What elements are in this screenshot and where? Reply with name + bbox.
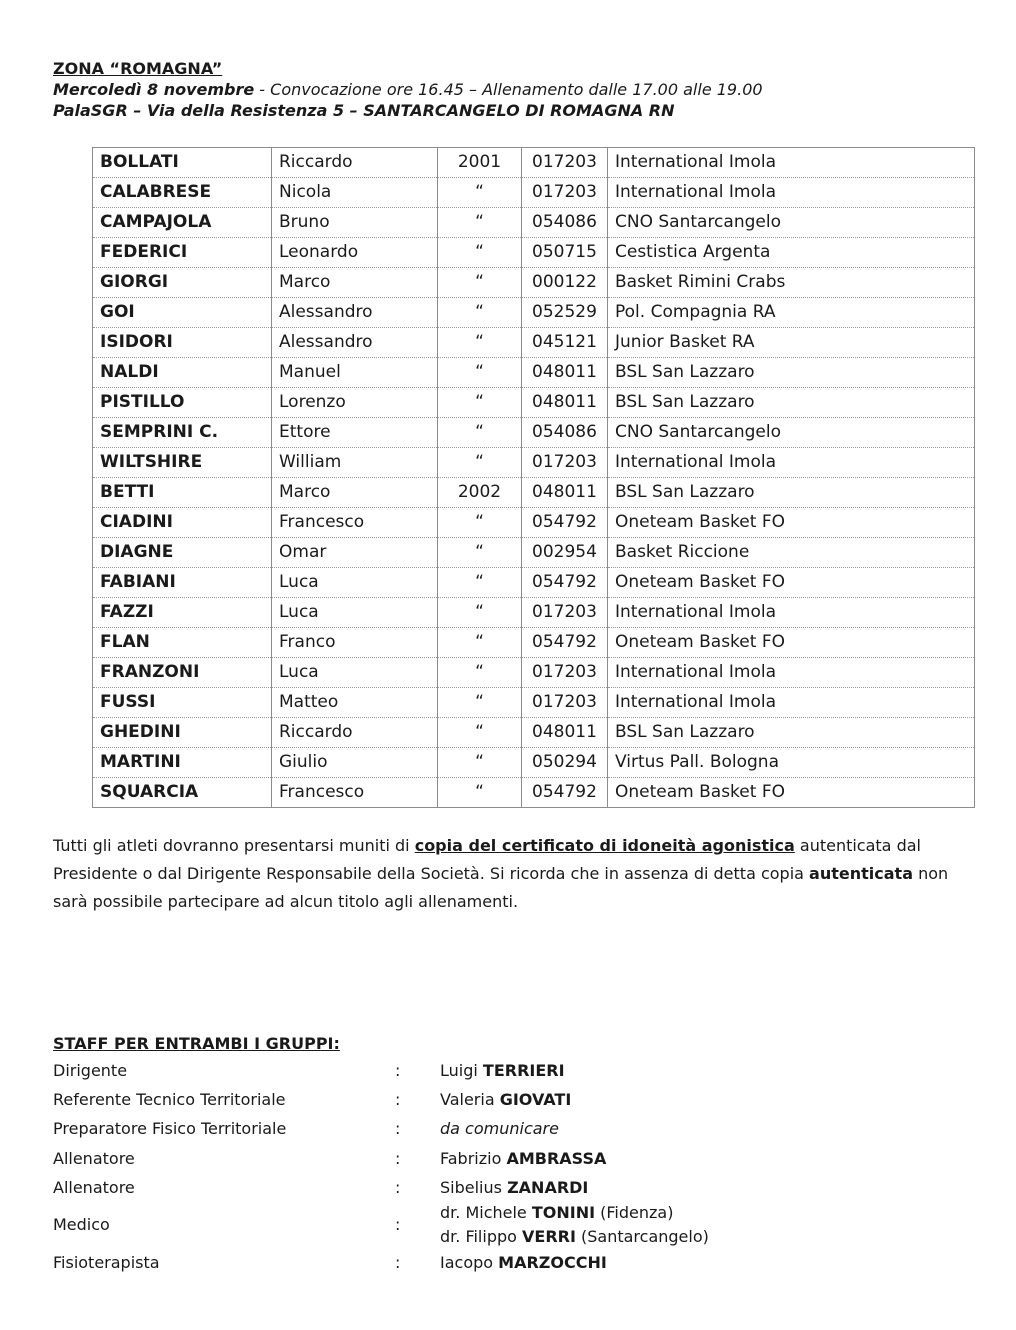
club-code: 050294 bbox=[522, 748, 608, 778]
club-name: BSL San Lazzaro bbox=[608, 478, 975, 508]
player-surname: FABIANI bbox=[93, 568, 272, 598]
notice-text-3: non sarà possibile partecipare ad alcun titolo agli allenamenti. bbox=[53, 864, 949, 911]
staff-role: Fisioterapista bbox=[53, 1253, 160, 1272]
player-birth-year: “ bbox=[438, 298, 522, 328]
player-birth-year: “ bbox=[438, 628, 522, 658]
player-name: Luca bbox=[272, 598, 438, 628]
staff-person bbox=[440, 1147, 606, 1171]
player-birth-year: “ bbox=[438, 718, 522, 748]
staff-colon: : bbox=[395, 1149, 401, 1168]
staff-last-name: ZANARDI bbox=[507, 1178, 589, 1197]
staff-person-line bbox=[440, 1147, 606, 1171]
club-name: Oneteam Basket FO bbox=[608, 628, 975, 658]
staff-person bbox=[440, 1251, 607, 1275]
player-name: William bbox=[272, 448, 438, 478]
club-code: 017203 bbox=[522, 598, 608, 628]
table-row bbox=[93, 658, 975, 688]
player-surname: NALDI bbox=[93, 358, 272, 388]
table-row bbox=[93, 508, 975, 538]
club-name: CNO Santarcangelo bbox=[608, 208, 975, 238]
table-row bbox=[93, 148, 975, 178]
schedule-line bbox=[53, 79, 993, 100]
staff-first-name: dr. Michele bbox=[440, 1203, 532, 1222]
player-name: Leonardo bbox=[272, 238, 438, 268]
notice-text-1: Tutti gli atleti dovranno presentarsi muniti di bbox=[53, 836, 415, 855]
staff-person-line bbox=[440, 1176, 588, 1200]
table-row bbox=[93, 208, 975, 238]
club-name: International Imola bbox=[608, 148, 975, 178]
player-birth-year: “ bbox=[438, 748, 522, 778]
staff-first-name: Valeria bbox=[440, 1090, 500, 1109]
club-code: 017203 bbox=[522, 148, 608, 178]
player-surname: SQUARCIA bbox=[93, 778, 272, 808]
staff-person bbox=[440, 1088, 571, 1112]
club-name: International Imola bbox=[608, 658, 975, 688]
club-name: International Imola bbox=[608, 688, 975, 718]
club-code: 017203 bbox=[522, 178, 608, 208]
table-row bbox=[93, 448, 975, 478]
club-code: 048011 bbox=[522, 388, 608, 418]
zone-title: ZONA “ROMAGNA” bbox=[53, 59, 223, 78]
player-name: Manuel bbox=[272, 358, 438, 388]
staff-person-line bbox=[440, 1251, 607, 1275]
staff-last-name: MARZOCCHI bbox=[498, 1253, 607, 1272]
staff-colon: : bbox=[395, 1090, 401, 1109]
staff-first-name: Sibelius bbox=[440, 1178, 508, 1197]
venue-line: PalaSGR – Via della Resistenza 5 – SANTARCANGELO DI ROMAGNA RN bbox=[53, 101, 675, 120]
player-name: Marco bbox=[272, 268, 438, 298]
player-birth-year: “ bbox=[438, 508, 522, 538]
player-name: Riccardo bbox=[272, 148, 438, 178]
staff-last-name: AMBRASSA bbox=[506, 1149, 607, 1168]
staff-person bbox=[440, 1201, 709, 1249]
player-surname: FUSSI bbox=[93, 688, 272, 718]
staff-role: Allenatore bbox=[53, 1149, 135, 1168]
player-birth-year: “ bbox=[438, 778, 522, 808]
table-row bbox=[93, 178, 975, 208]
staff-last-name: GIOVATI bbox=[499, 1090, 572, 1109]
staff-colon: : bbox=[395, 1215, 401, 1234]
staff-person bbox=[440, 1059, 565, 1083]
table-row bbox=[93, 778, 975, 808]
player-birth-year: “ bbox=[438, 268, 522, 298]
player-name: Bruno bbox=[272, 208, 438, 238]
club-code: 045121 bbox=[522, 328, 608, 358]
player-birth-year: “ bbox=[438, 538, 522, 568]
player-surname: DIAGNE bbox=[93, 538, 272, 568]
staff-colon: : bbox=[395, 1253, 401, 1272]
table-row bbox=[93, 358, 975, 388]
table-row bbox=[93, 478, 975, 508]
player-name: Lorenzo bbox=[272, 388, 438, 418]
club-code: 054792 bbox=[522, 628, 608, 658]
table-row bbox=[93, 298, 975, 328]
player-birth-year: “ bbox=[438, 448, 522, 478]
club-code: 017203 bbox=[522, 448, 608, 478]
table-row bbox=[93, 718, 975, 748]
player-birth-year: “ bbox=[438, 208, 522, 238]
club-name: BSL San Lazzaro bbox=[608, 718, 975, 748]
staff-row bbox=[53, 1201, 953, 1249]
certificate-notice bbox=[53, 832, 983, 916]
player-name: Giulio bbox=[272, 748, 438, 778]
player-surname: GIORGI bbox=[93, 268, 272, 298]
staff-last-name: TERRIERI bbox=[482, 1061, 565, 1080]
staff-role: Dirigente bbox=[53, 1061, 128, 1080]
staff-role: Medico bbox=[53, 1215, 110, 1234]
player-birth-year: “ bbox=[438, 688, 522, 718]
staff-first-name: dr. Filippo bbox=[440, 1227, 522, 1246]
player-birth-year: “ bbox=[438, 328, 522, 358]
club-code: 017203 bbox=[522, 658, 608, 688]
table-row bbox=[93, 748, 975, 778]
club-code: 048011 bbox=[522, 718, 608, 748]
staff-colon: : bbox=[395, 1119, 401, 1138]
player-surname: WILTSHIRE bbox=[93, 448, 272, 478]
player-name: Matteo bbox=[272, 688, 438, 718]
club-name: BSL San Lazzaro bbox=[608, 388, 975, 418]
player-surname: BETTI bbox=[93, 478, 272, 508]
staff-colon: : bbox=[395, 1061, 401, 1080]
table-row bbox=[93, 598, 975, 628]
player-surname: MARTINI bbox=[93, 748, 272, 778]
club-code: 054086 bbox=[522, 418, 608, 448]
player-table bbox=[92, 147, 975, 808]
player-name: Riccardo bbox=[272, 718, 438, 748]
player-birth-year: “ bbox=[438, 178, 522, 208]
player-name: Francesco bbox=[272, 778, 438, 808]
player-surname: SEMPRINI C. bbox=[93, 418, 272, 448]
club-code: 000122 bbox=[522, 268, 608, 298]
player-name: Alessandro bbox=[272, 298, 438, 328]
document-header bbox=[53, 58, 993, 121]
player-surname: CALABRESE bbox=[93, 178, 272, 208]
player-birth-year: “ bbox=[438, 358, 522, 388]
notice-certificate-emphasis: copia del certificato di idoneità agonistica bbox=[414, 836, 795, 855]
club-code: 054792 bbox=[522, 568, 608, 598]
club-name: Pol. Compagnia RA bbox=[608, 298, 975, 328]
staff-first-name: Luigi bbox=[440, 1061, 483, 1080]
club-code: 054086 bbox=[522, 208, 608, 238]
player-name: Ettore bbox=[272, 418, 438, 448]
player-name: Franco bbox=[272, 628, 438, 658]
player-surname: FEDERICI bbox=[93, 238, 272, 268]
club-name: Oneteam Basket FO bbox=[608, 508, 975, 538]
schedule-details: - Convocazione ore 16.45 – Allenamento dalle 17.00 alle 19.00 bbox=[254, 80, 763, 99]
club-name: Basket Rimini Crabs bbox=[608, 268, 975, 298]
staff-title: STAFF PER ENTRAMBI I GRUPPI: bbox=[53, 1034, 340, 1053]
staff-role: Allenatore bbox=[53, 1178, 135, 1197]
table-row bbox=[93, 628, 975, 658]
staff-affiliation: (Fidenza) bbox=[595, 1203, 674, 1222]
club-code: 048011 bbox=[522, 358, 608, 388]
club-code: 050715 bbox=[522, 238, 608, 268]
table-row bbox=[93, 688, 975, 718]
staff-first-name: Iacopo bbox=[440, 1253, 499, 1272]
staff-person bbox=[440, 1117, 559, 1141]
table-row bbox=[93, 238, 975, 268]
player-name: Luca bbox=[272, 568, 438, 598]
club-name: Virtus Pall. Bologna bbox=[608, 748, 975, 778]
club-code: 048011 bbox=[522, 478, 608, 508]
player-surname: CAMPAJOLA bbox=[93, 208, 272, 238]
player-surname: PISTILLO bbox=[93, 388, 272, 418]
player-surname: CIADINI bbox=[93, 508, 272, 538]
club-code: 052529 bbox=[522, 298, 608, 328]
staff-affiliation: (Santarcangelo) bbox=[575, 1227, 709, 1246]
club-name: Basket Riccione bbox=[608, 538, 975, 568]
player-birth-year: “ bbox=[438, 418, 522, 448]
staff-person-line bbox=[440, 1225, 709, 1249]
staff-first-name: Fabrizio bbox=[440, 1149, 507, 1168]
player-birth-year: 2001 bbox=[438, 148, 522, 178]
staff-last-name: VERRI bbox=[522, 1227, 576, 1246]
table-row bbox=[93, 418, 975, 448]
club-name: BSL San Lazzaro bbox=[608, 358, 975, 388]
player-surname: ISIDORI bbox=[93, 328, 272, 358]
club-code: 002954 bbox=[522, 538, 608, 568]
club-name: International Imola bbox=[608, 178, 975, 208]
date-label: Mercoledì 8 novembre bbox=[53, 80, 255, 99]
club-code: 017203 bbox=[522, 688, 608, 718]
club-name: Oneteam Basket FO bbox=[608, 568, 975, 598]
player-birth-year: “ bbox=[438, 658, 522, 688]
player-name: Francesco bbox=[272, 508, 438, 538]
player-surname: FAZZI bbox=[93, 598, 272, 628]
player-name: Alessandro bbox=[272, 328, 438, 358]
player-table-body bbox=[93, 148, 975, 808]
staff-note: da comunicare bbox=[440, 1119, 559, 1138]
player-birth-year: “ bbox=[438, 568, 522, 598]
player-surname: GOI bbox=[93, 298, 272, 328]
staff-colon: : bbox=[395, 1178, 401, 1197]
club-code: 054792 bbox=[522, 508, 608, 538]
club-name: International Imola bbox=[608, 448, 975, 478]
player-birth-year: “ bbox=[438, 238, 522, 268]
staff-person-line bbox=[440, 1088, 571, 1112]
staff-role: Preparatore Fisico Territoriale bbox=[53, 1119, 287, 1138]
club-name: CNO Santarcangelo bbox=[608, 418, 975, 448]
player-birth-year: “ bbox=[438, 598, 522, 628]
player-surname: GHEDINI bbox=[93, 718, 272, 748]
player-name: Nicola bbox=[272, 178, 438, 208]
club-name: Cestistica Argenta bbox=[608, 238, 975, 268]
staff-role: Referente Tecnico Territoriale bbox=[53, 1090, 286, 1109]
table-row bbox=[93, 388, 975, 418]
table-row bbox=[93, 328, 975, 358]
table-row bbox=[93, 268, 975, 298]
player-surname: FLAN bbox=[93, 628, 272, 658]
notice-text-2: autenticata dal Presidente o dal Dirigente Responsabile della Società. Si ricorda che in assenza di detta copia bbox=[53, 836, 921, 883]
club-name: Junior Basket RA bbox=[608, 328, 975, 358]
table-row bbox=[93, 568, 975, 598]
player-birth-year: “ bbox=[438, 388, 522, 418]
club-code: 054792 bbox=[522, 778, 608, 808]
staff-last-name: TONINI bbox=[531, 1203, 596, 1222]
player-name: Omar bbox=[272, 538, 438, 568]
staff-person-line bbox=[440, 1201, 709, 1225]
staff-person bbox=[440, 1176, 588, 1200]
notice-authenticated-emphasis: autenticata bbox=[809, 864, 913, 883]
player-birth-year: 2002 bbox=[438, 478, 522, 508]
player-surname: FRANZONI bbox=[93, 658, 272, 688]
player-name: Luca bbox=[272, 658, 438, 688]
club-name: Oneteam Basket FO bbox=[608, 778, 975, 808]
staff-person-line bbox=[440, 1059, 565, 1083]
player-name: Marco bbox=[272, 478, 438, 508]
player-surname: BOLLATI bbox=[93, 148, 272, 178]
table-row bbox=[93, 538, 975, 568]
club-name: International Imola bbox=[608, 598, 975, 628]
